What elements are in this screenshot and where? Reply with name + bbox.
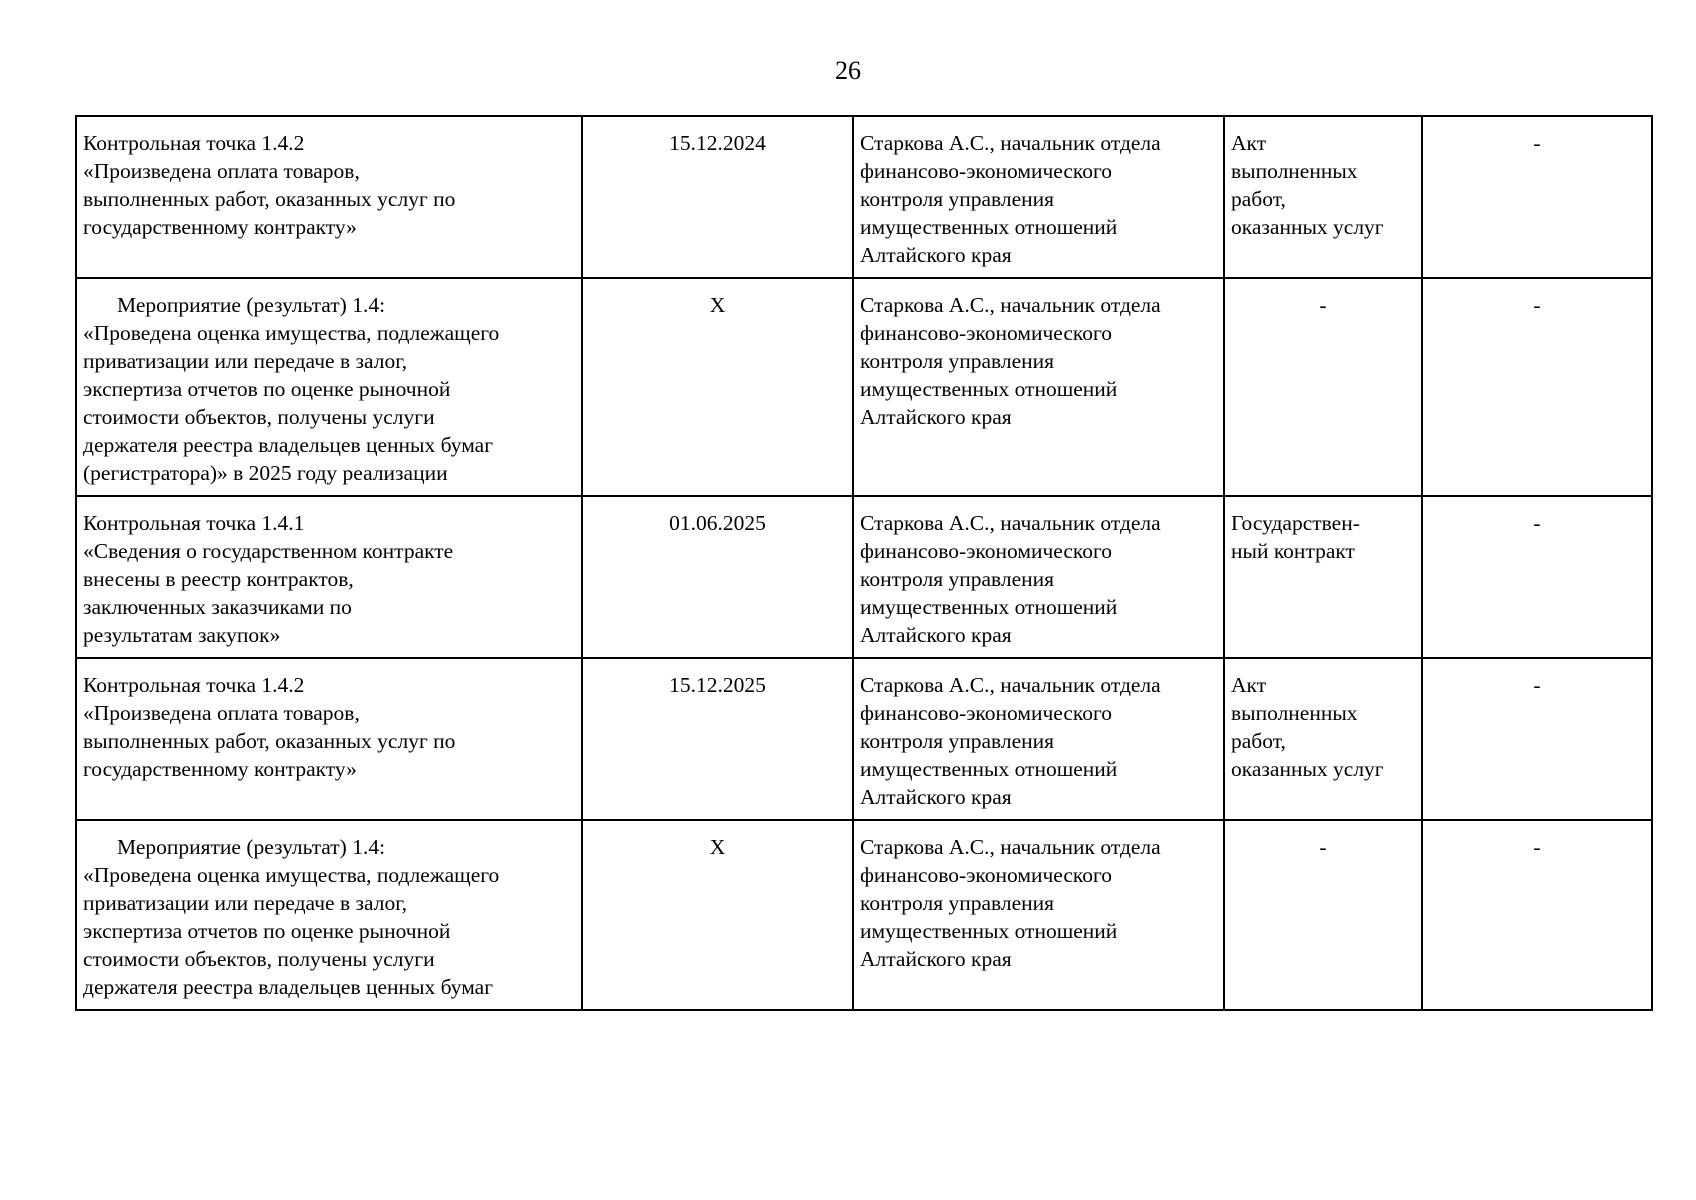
row-title-cell: [76, 820, 582, 1010]
responsible-line: контроля управления: [860, 187, 1055, 211]
document-line: Государствен-: [1231, 511, 1360, 535]
row-title-line: приватизации или передаче в залог,: [83, 349, 407, 373]
document-cell: [1224, 658, 1422, 820]
responsible-line: имущественных отношений: [860, 215, 1118, 239]
row-title-cell: [76, 116, 582, 278]
responsible-line: имущественных отношений: [860, 595, 1118, 619]
document-cell: -: [1224, 820, 1422, 1010]
row-title-line: Контрольная точка 1.4.1: [83, 511, 305, 535]
table-row: [76, 278, 1652, 496]
deadline-cell: X: [582, 820, 853, 1010]
responsible-line: имущественных отношений: [860, 919, 1118, 943]
row-title-line: приватизации или передаче в залог,: [83, 891, 407, 915]
responsible-line: Алтайского края: [860, 405, 1012, 429]
responsible-line: финансово-экономического: [860, 321, 1113, 345]
note-cell: -: [1422, 820, 1652, 1010]
responsible-line: имущественных отношений: [860, 377, 1118, 401]
document-line: работ,: [1231, 729, 1286, 753]
document-line: Акт: [1231, 673, 1267, 697]
page-number: 26: [835, 56, 861, 85]
responsible-line: Старкова А.С., начальник отдела: [860, 511, 1161, 535]
row-title-line: «Произведена оплата товаров,: [83, 701, 360, 725]
responsible-cell: [853, 820, 1224, 1010]
responsible-line: Алтайского края: [860, 623, 1012, 647]
document-line: выполненных: [1231, 701, 1358, 725]
row-title-line: (регистратора)» в 2025 году реализации: [83, 461, 448, 485]
responsible-cell: [853, 496, 1224, 658]
row-title-line: держателя реестра владельцев ценных бумаг: [83, 975, 494, 999]
responsible-line: контроля управления: [860, 567, 1055, 591]
table-row: [76, 496, 1652, 658]
row-title-line: экспертиза отчетов по оценке рыночной: [83, 919, 451, 943]
row-title-line: Контрольная точка 1.4.2: [83, 131, 305, 155]
document-cell: [1224, 116, 1422, 278]
row-title-line: стоимости объектов, получены услуги: [83, 405, 435, 429]
row-title-cell: [76, 278, 582, 496]
note-cell: -: [1422, 278, 1652, 496]
responsible-line: Старкова А.С., начальник отдела: [860, 131, 1161, 155]
row-title-line: Мероприятие (результат) 1.4:: [117, 293, 386, 317]
row-title-line: внесены в реестр контрактов,: [83, 567, 354, 591]
row-title-line: заключенных заказчиками по: [83, 595, 352, 619]
document-line: работ,: [1231, 187, 1286, 211]
document-line: выполненных: [1231, 159, 1358, 183]
row-title-line: «Проведена оценка имущества, подлежащего: [83, 863, 500, 887]
responsible-line: Алтайского края: [860, 785, 1012, 809]
row-title-line: результатам закупок»: [83, 623, 281, 647]
document-line: оказанных услуг: [1231, 757, 1384, 781]
responsible-cell: [853, 116, 1224, 278]
document-line: оказанных услуг: [1231, 215, 1384, 239]
row-title-line: государственному контракту»: [83, 215, 357, 239]
row-title-line: Мероприятие (результат) 1.4:: [117, 835, 386, 859]
row-title-line: Контрольная точка 1.4.2: [83, 673, 305, 697]
document-line: ный контракт: [1231, 539, 1355, 563]
responsible-line: финансово-экономического: [860, 701, 1113, 725]
deadline-cell: 15.12.2025: [582, 658, 853, 820]
row-title-line: экспертиза отчетов по оценке рыночной: [83, 377, 451, 401]
row-title-cell: [76, 658, 582, 820]
responsible-line: Алтайского края: [860, 947, 1012, 971]
note-cell: -: [1422, 496, 1652, 658]
row-title-line: «Сведения о государственном контракте: [83, 539, 454, 563]
row-title-line: стоимости объектов, получены услуги: [83, 947, 435, 971]
responsible-cell: [853, 278, 1224, 496]
deadline-cell: X: [582, 278, 853, 496]
table-row: [76, 116, 1652, 278]
note-cell: -: [1422, 116, 1652, 278]
row-title-line: держателя реестра владельцев ценных бумаг: [83, 433, 494, 457]
document-cell: -: [1224, 278, 1422, 496]
row-title-line: «Произведена оплата товаров,: [83, 159, 360, 183]
note-cell: -: [1422, 658, 1652, 820]
row-title-line: выполненных работ, оказанных услуг по: [83, 729, 456, 753]
table-row: [76, 820, 1652, 1010]
deadline-cell: 15.12.2024: [582, 116, 853, 278]
table-row: [76, 658, 1652, 820]
row-title-line: «Проведена оценка имущества, подлежащего: [83, 321, 500, 345]
responsible-line: Старкова А.С., начальник отдела: [860, 835, 1161, 859]
plan-table: [75, 115, 1653, 1011]
responsible-line: контроля управления: [860, 349, 1055, 373]
responsible-cell: [853, 658, 1224, 820]
document-cell: [1224, 496, 1422, 658]
responsible-line: финансово-экономического: [860, 863, 1113, 887]
responsible-line: Старкова А.С., начальник отдела: [860, 673, 1161, 697]
row-title-line: государственному контракту»: [83, 757, 357, 781]
row-title-cell: [76, 496, 582, 658]
responsible-line: контроля управления: [860, 891, 1055, 915]
responsible-line: Старкова А.С., начальник отдела: [860, 293, 1161, 317]
deadline-cell: 01.06.2025: [582, 496, 853, 658]
responsible-line: финансово-экономического: [860, 539, 1113, 563]
responsible-line: контроля управления: [860, 729, 1055, 753]
responsible-line: имущественных отношений: [860, 757, 1118, 781]
responsible-line: Алтайского края: [860, 243, 1012, 267]
row-title-line: выполненных работ, оказанных услуг по: [83, 187, 456, 211]
responsible-line: финансово-экономического: [860, 159, 1113, 183]
document-line: Акт: [1231, 131, 1267, 155]
